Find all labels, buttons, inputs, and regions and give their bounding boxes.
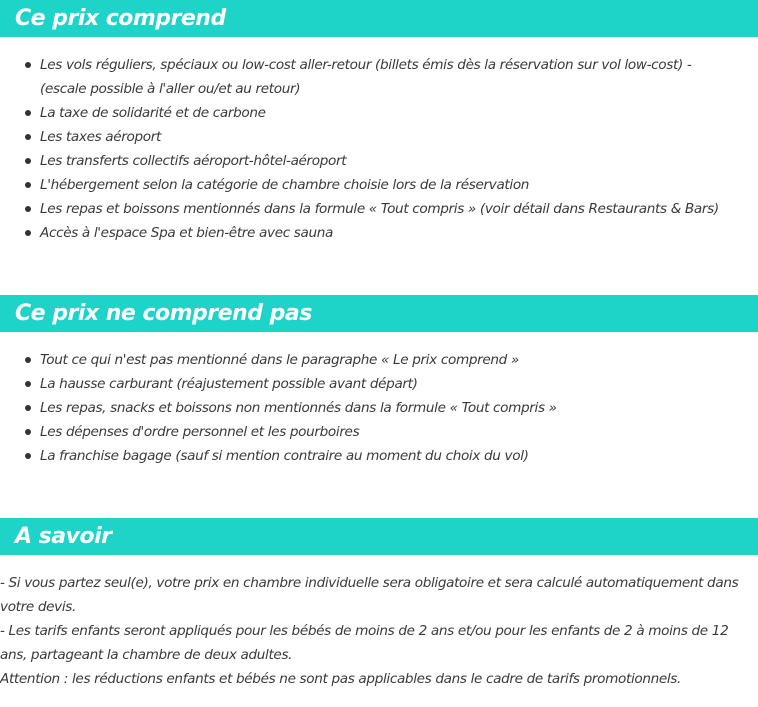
- list-item: La franchise bagage (sauf si mention contraire au moment du choix du vol): [0, 444, 740, 468]
- list-item: Les repas et boissons mentionnés dans la formule « Tout compris » (voir détail dans Restaurants & Bars): [0, 197, 740, 221]
- note-paragraph: - Les tarifs enfants seront appliqués pour les bébés de moins de 2 ans et/ou pour les enfants de 2 à moins de 12 ans, partageant la chambre de deux adultes.: [0, 623, 729, 663]
- bullet-icon: [25, 134, 31, 140]
- bullet-icon: [25, 110, 31, 116]
- list-item: La hausse carburant (réajustement possible avant départ): [0, 372, 740, 396]
- bullet-icon: [25, 381, 31, 387]
- list-item: La taxe de solidarité et de carbone: [0, 101, 740, 125]
- bullet-icon: [25, 405, 31, 411]
- bullet-icon: [25, 429, 31, 435]
- list-item: Les taxes aéroport: [0, 125, 740, 149]
- bullet-icon: [25, 182, 31, 188]
- list-item: Accès à l'espace Spa et bien-être avec sauna: [0, 221, 740, 245]
- list-item: Les vols réguliers, spéciaux ou low-cost aller-retour (billets émis dès la réservation sur vol low-cost) - (escale possible à l'aller ou/et au retour): [0, 53, 740, 101]
- included-list: [0, 53, 740, 245]
- bullet-icon: [25, 357, 31, 363]
- list-item: Les repas, snacks et boissons non mentionnés dans la formule « Tout compris »: [0, 396, 740, 420]
- list-item: Les transferts collectifs aéroport-hôtel-aéroport: [0, 149, 740, 173]
- bullet-icon: [25, 158, 31, 164]
- list-item: L'hébergement selon la catégorie de chambre choisie lors de la réservation: [0, 173, 740, 197]
- section-title-not-included: Ce prix ne comprend pas: [15, 301, 312, 326]
- section-title-good-to-know: A savoir: [15, 524, 112, 549]
- bullet-icon: [25, 453, 31, 459]
- section-header-good-to-know: [0, 518, 758, 555]
- list-item: Les dépenses d'ordre personnel et les pourboires: [0, 420, 740, 444]
- note-paragraph: - Si vous partez seul(e), votre prix en chambre individuelle sera obligatoire et sera calculé automatiquement dans votre devis.: [0, 575, 739, 615]
- section-header-not-included: [0, 295, 758, 332]
- bullet-icon: [25, 62, 31, 68]
- note-paragraph: Attention : les réductions enfants et bébés ne sont pas applicables dans le cadre de tarifs promotionnels.: [0, 671, 682, 687]
- section-title-included: Ce prix comprend: [15, 6, 226, 31]
- section-header-included: [0, 0, 758, 37]
- good-to-know-notes: [0, 571, 755, 691]
- not-included-list: [0, 348, 740, 468]
- bullet-icon: [25, 206, 31, 212]
- bullet-icon: [25, 230, 31, 236]
- list-item: Tout ce qui n'est pas mentionné dans le paragraphe « Le prix comprend »: [0, 348, 740, 372]
